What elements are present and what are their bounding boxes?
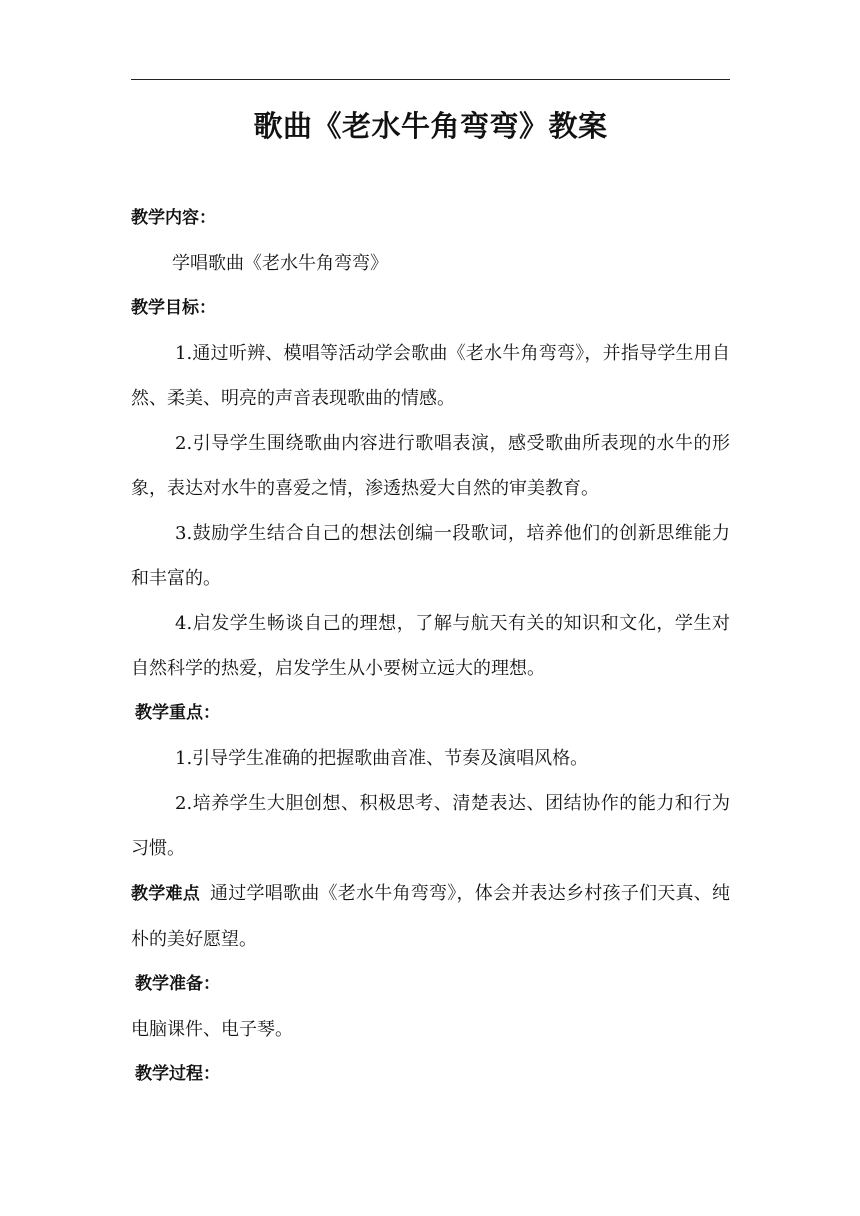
preparation-text: 电脑课件、电子琴。: [131, 1019, 293, 1040]
header-rule: [131, 79, 730, 80]
section-heading-content: 教学内容：: [131, 208, 216, 228]
document-title: 歌曲《老水牛角弯弯》教案: [253, 109, 608, 143]
difficulty-paragraph: [131, 871, 730, 962]
key-point-item-2: 2.培养学生大胆创想、积极思考、清楚表达、团结协作的能力和行为习惯。: [131, 793, 730, 859]
difficulty-text: 通过学唱歌曲《老水牛角弯弯》，体会并表达乡村孩子们天真、纯朴的美好愿望。: [131, 883, 730, 950]
content-text: 学唱歌曲《老水牛角弯弯》: [172, 253, 388, 274]
key-point-item-1: 1.引导学生准确的把握歌曲音准、节奏及演唱风格。: [175, 748, 589, 769]
goal-item-3: 3.鼓励学生结合自己的想法创编一段歌词，培养他们的创新思维能力和丰富的。: [131, 523, 730, 589]
goal-item-4: 4.启发学生畅谈自己的理想，了解与航天有关的知识和文化，学生对自然科学的热爱，启发学生从小要树立远大的理想。: [131, 613, 730, 679]
goal-item-1: 1.通过听辨、模唱等活动学会歌曲《老水牛角弯弯》，并指导学生用自然、柔美、明亮的声音表现歌曲的情感。: [131, 343, 730, 409]
section-heading-key-points: 教学重点：: [135, 703, 220, 723]
section-heading-process: 教学过程：: [135, 1064, 220, 1084]
section-heading-goals: 教学目标：: [131, 298, 216, 318]
goal-item-2: 2.引导学生围绕歌曲内容进行歌唱表演，感受歌曲所表现的水牛的形象，表达对水牛的喜爱之情，渗透热爱大自然的审美教育。: [131, 433, 730, 499]
section-heading-difficulty: 教学难点: [131, 884, 200, 904]
document-body: [131, 196, 730, 1097]
section-heading-preparation: 教学准备：: [135, 974, 220, 994]
